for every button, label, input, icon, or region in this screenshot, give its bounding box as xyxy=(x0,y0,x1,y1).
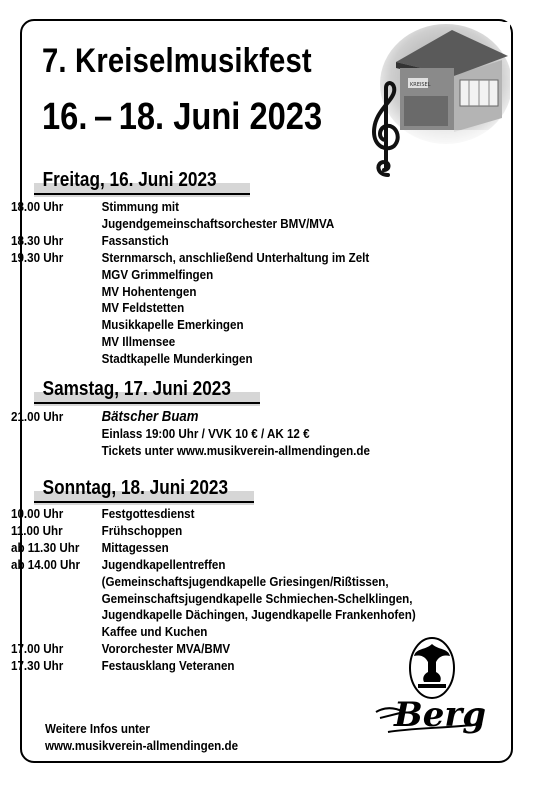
day-heading-rule xyxy=(34,501,254,503)
schedule-row: MV Hohentengen xyxy=(101,283,197,299)
schedule-row: Musikkapelle Emerkingen xyxy=(101,317,244,333)
day-heading-sunday: Sonntag, 18. Juni 2023 xyxy=(42,477,229,499)
schedule-sunday xyxy=(11,506,416,675)
berg-logo xyxy=(370,628,488,740)
day-heading-rule xyxy=(34,402,260,404)
schedule-saturday xyxy=(11,409,370,460)
schedule-row: 17.00 Uhr Vororchester MVA/BMV xyxy=(11,641,231,657)
eagle-icon xyxy=(414,644,450,688)
schedule-row: 18.30 Uhr Fassanstich xyxy=(11,232,169,248)
schedule-row: ab 11.30 Uhr Mittagessen xyxy=(11,539,169,555)
schedule-row: 19.30 Uhr Sternmarsch, anschließend Unterhaltung im Zelt xyxy=(11,249,370,265)
schedule-row: Kaffee und Kuchen xyxy=(101,624,208,640)
event-title: 7. Kreiselmusikfest xyxy=(42,42,312,80)
schedule-row: Gemeinschaftsjugendkapelle Schmiechen-Schelklingen, xyxy=(101,590,413,606)
footer-url[interactable]: www.musikverein-allmendingen.de xyxy=(45,738,239,753)
schedule-row: MV Illmensee xyxy=(101,334,176,350)
treble-clef-icon xyxy=(366,80,406,180)
event-dates: 16. – 18. Juni 2023 xyxy=(42,96,323,138)
day-heading-rule xyxy=(34,193,250,195)
schedule-row: 10.00 Uhr Festgottesdienst xyxy=(11,506,195,521)
schedule-row: Jugendkapelle Dächingen, Jugendkapelle Frankenhofen) xyxy=(101,607,416,623)
day-heading-friday: Freitag, 16. Juni 2023 xyxy=(42,169,217,191)
schedule-row: MV Feldstetten xyxy=(101,300,185,316)
schedule-friday xyxy=(11,199,369,368)
schedule-row: 18.00 Uhr Stimmung mit xyxy=(11,199,180,214)
schedule-row: (Gemeinschaftsjugendkapelle Griesingen/Rißtissen, xyxy=(101,573,389,589)
day-heading-saturday: Samstag, 17. Juni 2023 xyxy=(42,378,231,400)
footer-label: Weitere Infos unter xyxy=(45,721,150,736)
schedule-row: Jugendgemeinschaftsorchester BMV/MVA xyxy=(101,215,335,231)
sign-text: KREISEL xyxy=(410,82,431,88)
schedule-row: ab 14.00 Uhr Jugendkapellentreffen xyxy=(11,556,226,572)
schedule-row: 17.30 Uhr Festausklang Veteranen xyxy=(11,658,235,674)
headline-act: Bätscher Buam xyxy=(101,408,199,425)
schedule-row: 21.00 Uhr Bätscher Buam xyxy=(11,408,199,425)
schedule-row: Tickets unter www.musikverein-allmendingen.de xyxy=(101,442,370,458)
berg-wordmark: Berg xyxy=(394,695,487,735)
schedule-row: MGV Grimmelfingen xyxy=(101,266,214,282)
footer-info xyxy=(45,720,238,754)
schedule-row: Einlass 19:00 Uhr / VVK 10 € / AK 12 € xyxy=(101,425,310,441)
schedule-row: Stadtkapelle Munderkingen xyxy=(101,351,253,367)
schedule-row: 11.00 Uhr Frühschoppen xyxy=(11,522,183,538)
